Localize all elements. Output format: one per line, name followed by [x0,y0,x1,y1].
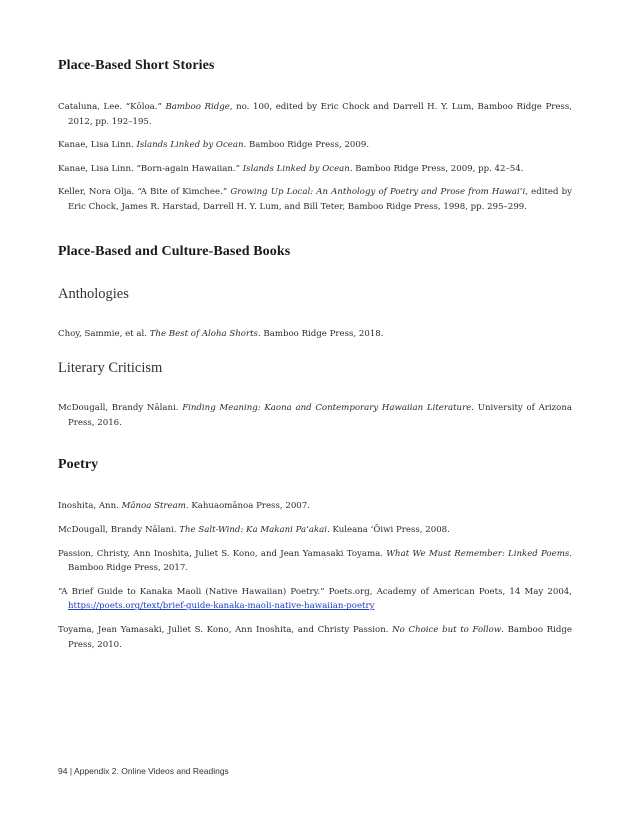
citation-entry [58,623,572,652]
citation-text: “A Brief Guide to Kanaka Maoli (Native Hawaiian) Poetry.” Poets.org, Academy of American Poets, 14 May 2004, [58,586,572,597]
section-heading-culture-books: Place-Based and Culture-Based Books [58,243,291,259]
spacer [58,439,572,457]
spacer [58,224,572,244]
citation-text: Cataluna, Lee. “Kōloa.” [58,102,166,112]
citation-title: Mānoa Stream [121,501,186,512]
subsection-heading-literary-criticism: Literary Criticism [58,360,163,377]
citation-entry [58,499,572,514]
subsection-heading-anthologies: Anthologies [58,285,129,302]
citation-text: . Bamboo Ridge Press, 2018. [257,328,384,339]
spacer [58,350,572,360]
footer-chapter: Appendix 2. Online Videos and Readings [73,766,229,776]
citation-text: Inoshita, Ann. [58,501,122,512]
citation-entry [58,523,572,538]
page-footer [58,766,229,776]
citation-entry [58,547,572,576]
citation-text: , no. 100, edited by Eric Chock and Darrell H. Y. Lum, Bamboo Ridge Press, 2012, pp. 192–195. [68,102,572,127]
poets-org-link[interactable]: https://poets.org/text/brief-guide-kanaka-maoli-native-hawaiian-poetry [68,601,375,612]
page-content [58,58,572,661]
citation-text: McDougall, Brandy Nālani. [58,403,183,414]
citation-title: Growing Up Local: An Anthology of Poetry and Prose from Hawaiʻi [230,187,526,198]
citation-text: . Bamboo Ridge Press, 2009, pp. 42–54. [349,163,524,174]
citation-text: Passion, Christy, Ann Inoshita, Juliet S. Kono, and Jean Yamasaki Toyama. [58,548,387,559]
citation-title: The Best of Aloha Shorts [149,328,258,339]
citation-text: Choy, Sammie, et al. [58,328,150,339]
citation-title: Bamboo Ridge [165,102,230,112]
citation-text: McDougall, Brandy Nālani. [58,524,180,535]
citation-entry [58,138,572,153]
citation-text: . University of Arizona Press, 2016. [68,403,572,428]
footer-separator: | [69,766,73,776]
section-heading-short-stories: Place-Based Short Stories [58,58,215,73]
citation-text: . Kahuaomānoa Press, 2007. [185,501,310,512]
citation-text: Keller, Nora Olja. “A Bite of Kimchee.” [58,187,231,198]
citation-title: The Salt-Wind: Ka Makani Paʻakai [179,524,328,535]
citation-title: Islands Linked by Ocean [136,140,244,151]
citation-text: . Bamboo Ridge Press, 2017. [68,548,572,574]
page-number: 94 [58,766,68,776]
citation-entry [58,401,572,430]
citation-entry [58,327,572,342]
citation-text: Kanae, Lisa Linn. “Born-again Hawaiian.” [58,163,243,174]
citation-title: No Choice but to Follow [392,624,502,635]
citation-text: , edited by Eric Chock, James R. Harstad, Darrell H. Y. Lum, and Bill Teter, Bamboo Ridge Press, 1998, pp. 295–299. [68,187,572,212]
citation-text: Kanae, Lisa Linn. [58,140,137,151]
citation-title: Finding Meaning: Kaona and Contemporary Hawaiian Literature [182,403,472,414]
section-heading-poetry: Poetry [58,457,99,473]
citation-title: What We Must Remember: Linked Poems [386,548,570,559]
citation-entry [58,162,572,177]
citation-entry [58,100,572,129]
citation-title: Islands Linked by Ocean [242,163,350,174]
citation-text: . Kuleana ʻŌiwi Press, 2008. [327,524,450,535]
citation-text: . Bamboo Ridge Press, 2009. [243,140,370,151]
citation-text: Toyama, Jean Yamasaki, Juliet S. Kono, Ann Inoshita, and Christy Passion. [58,624,393,635]
citation-text: . Bamboo Ridge Press, 2010. [68,624,572,650]
citation-entry [58,185,572,214]
citation-entry [58,585,572,614]
